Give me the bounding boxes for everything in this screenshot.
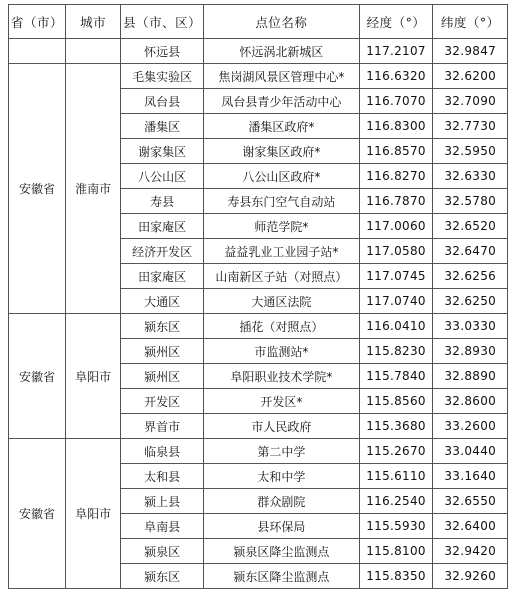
county-cell: 颍东区 — [121, 314, 204, 339]
longitude-cell: 117.0740 — [359, 289, 433, 314]
county-cell: 太和县 — [121, 464, 204, 489]
header-row — [9, 5, 508, 39]
header-longitude: 经度（°） — [359, 5, 433, 39]
site-name-cell: 怀远涡北新城区 — [204, 39, 360, 64]
longitude-cell: 117.0580 — [359, 239, 433, 264]
longitude-cell: 116.7870 — [359, 189, 433, 214]
site-name-cell: 益益乳业工业园子站* — [204, 239, 360, 264]
latitude-cell: 32.9260 — [433, 564, 508, 589]
latitude-cell: 32.5950 — [433, 139, 508, 164]
county-cell: 大通区 — [121, 289, 204, 314]
county-cell: 寿县 — [121, 189, 204, 214]
latitude-cell: 33.1640 — [433, 464, 508, 489]
site-name-cell: 大通区法院 — [204, 289, 360, 314]
county-cell: 颍州区 — [121, 364, 204, 389]
site-name-cell: 县环保局 — [204, 514, 360, 539]
site-name-cell: 师范学院* — [204, 214, 360, 239]
longitude-cell: 115.3680 — [359, 414, 433, 439]
latitude-cell: 32.6550 — [433, 489, 508, 514]
county-cell: 界首市 — [121, 414, 204, 439]
longitude-cell: 115.6110 — [359, 464, 433, 489]
county-cell: 八公山区 — [121, 164, 204, 189]
latitude-cell: 32.6256 — [433, 264, 508, 289]
latitude-cell: 33.0440 — [433, 439, 508, 464]
latitude-cell: 32.8930 — [433, 339, 508, 364]
county-cell: 田家庵区 — [121, 264, 204, 289]
city-cell — [66, 39, 121, 64]
county-cell: 颍上县 — [121, 489, 204, 514]
table-row — [9, 314, 508, 339]
site-name-cell: 凤台县青少年活动中心 — [204, 89, 360, 114]
header-county: 县（市、区） — [121, 5, 204, 39]
longitude-cell: 116.7070 — [359, 89, 433, 114]
latitude-cell: 33.2600 — [433, 414, 508, 439]
county-cell: 颍泉区 — [121, 539, 204, 564]
longitude-cell: 115.2670 — [359, 439, 433, 464]
longitude-cell: 116.8570 — [359, 139, 433, 164]
monitoring-sites-table — [8, 4, 508, 589]
province-cell: 安徽省 — [9, 64, 66, 314]
latitude-cell: 32.9420 — [433, 539, 508, 564]
longitude-cell: 116.2540 — [359, 489, 433, 514]
city-cell: 淮南市 — [66, 64, 121, 314]
longitude-cell: 115.7840 — [359, 364, 433, 389]
city-cell: 阜阳市 — [66, 439, 121, 589]
header-province: 省（市） — [9, 5, 66, 39]
longitude-cell: 115.8230 — [359, 339, 433, 364]
latitude-cell: 32.6470 — [433, 239, 508, 264]
province-cell: 安徽省 — [9, 439, 66, 589]
province-cell: 安徽省 — [9, 314, 66, 439]
latitude-cell: 32.8600 — [433, 389, 508, 414]
county-cell: 颍东区 — [121, 564, 204, 589]
county-cell: 潘集区 — [121, 114, 204, 139]
latitude-cell: 32.6520 — [433, 214, 508, 239]
longitude-cell: 115.5930 — [359, 514, 433, 539]
latitude-cell: 32.6330 — [433, 164, 508, 189]
latitude-cell: 32.8890 — [433, 364, 508, 389]
latitude-cell: 32.6200 — [433, 64, 508, 89]
longitude-cell: 117.2107 — [359, 39, 433, 64]
table-row — [9, 439, 508, 464]
table-row — [9, 39, 508, 64]
latitude-cell: 33.0330 — [433, 314, 508, 339]
site-name-cell: 焦岗湖风景区管理中心* — [204, 64, 360, 89]
header-latitude: 纬度（°） — [433, 5, 508, 39]
site-name-cell: 八公山区政府* — [204, 164, 360, 189]
county-cell: 怀远县 — [121, 39, 204, 64]
county-cell: 凤台县 — [121, 89, 204, 114]
county-cell: 谢家集区 — [121, 139, 204, 164]
site-name-cell: 市人民政府 — [204, 414, 360, 439]
site-name-cell: 第二中学 — [204, 439, 360, 464]
latitude-cell: 32.5780 — [433, 189, 508, 214]
city-cell: 阜阳市 — [66, 314, 121, 439]
site-name-cell: 插花（对照点） — [204, 314, 360, 339]
site-name-cell: 寿县东门空气自动站 — [204, 189, 360, 214]
site-name-cell: 太和中学 — [204, 464, 360, 489]
site-name-cell: 颍东区降尘监测点 — [204, 564, 360, 589]
site-name-cell: 开发区* — [204, 389, 360, 414]
longitude-cell: 115.8560 — [359, 389, 433, 414]
county-cell: 经济开发区 — [121, 239, 204, 264]
county-cell: 田家庵区 — [121, 214, 204, 239]
site-name-cell: 阜阳职业技术学院* — [204, 364, 360, 389]
county-cell: 开发区 — [121, 389, 204, 414]
site-name-cell: 群众剧院 — [204, 489, 360, 514]
latitude-cell: 32.7090 — [433, 89, 508, 114]
latitude-cell: 32.6250 — [433, 289, 508, 314]
county-cell: 临泉县 — [121, 439, 204, 464]
table-row — [9, 64, 508, 89]
longitude-cell: 116.8300 — [359, 114, 433, 139]
site-name-cell: 潘集区政府* — [204, 114, 360, 139]
county-cell: 阜南县 — [121, 514, 204, 539]
header-city: 城市 — [66, 5, 121, 39]
longitude-cell: 117.0745 — [359, 264, 433, 289]
county-cell: 毛集实验区 — [121, 64, 204, 89]
longitude-cell: 115.8350 — [359, 564, 433, 589]
site-name-cell: 山南新区子站（对照点） — [204, 264, 360, 289]
site-name-cell: 颍泉区降尘监测点 — [204, 539, 360, 564]
province-cell — [9, 39, 66, 64]
site-name-cell: 市监测站* — [204, 339, 360, 364]
latitude-cell: 32.6400 — [433, 514, 508, 539]
longitude-cell: 117.0060 — [359, 214, 433, 239]
longitude-cell: 116.6320 — [359, 64, 433, 89]
longitude-cell: 115.8100 — [359, 539, 433, 564]
table-body — [9, 39, 508, 589]
longitude-cell: 116.8270 — [359, 164, 433, 189]
longitude-cell: 116.0410 — [359, 314, 433, 339]
latitude-cell: 32.9847 — [433, 39, 508, 64]
county-cell: 颍州区 — [121, 339, 204, 364]
site-name-cell: 谢家集区政府* — [204, 139, 360, 164]
header-site-name: 点位名称 — [204, 5, 360, 39]
latitude-cell: 32.7730 — [433, 114, 508, 139]
